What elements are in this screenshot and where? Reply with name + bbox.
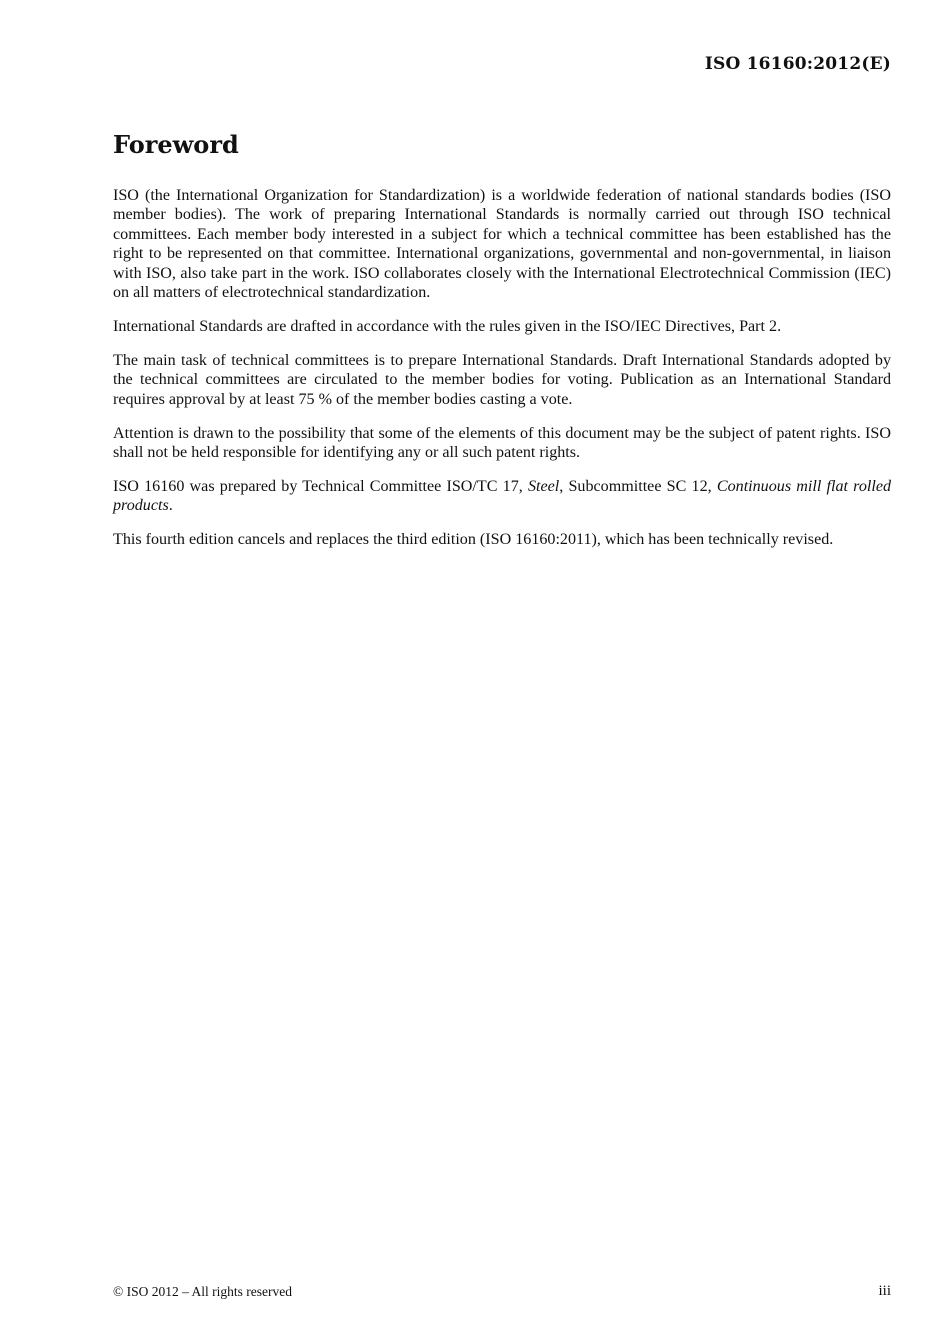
paragraph-edition: This fourth edition cancels and replaces the third edition (ISO 16160:2011), which has been technically revised. (113, 531, 834, 549)
page-number: iii (878, 1283, 891, 1299)
prepared-by-text: ISO 16160 was prepared by Technical Committee ISO/TC 17, (113, 477, 528, 495)
prepared-by-end: . (168, 497, 173, 515)
paragraph-committee-task: The main task of technical committees is to prepare International Standards. Draft International Standards adopted by the technical committees are circulated to the member bodies for voting. Publication as an International Standard requires approval by at least 75 % of the member bodies casting a vote. (113, 351, 891, 408)
footer-copyright: © ISO 2012 – All rights reserved (113, 1284, 292, 1299)
page-title: Foreword (113, 130, 239, 159)
document-identifier: ISO 16160:2012(E) (704, 54, 891, 74)
committee-name: Steel (527, 477, 560, 495)
paragraph-prepared-by (113, 477, 891, 516)
foreword-body (113, 186, 891, 564)
paragraph-directives: International Standards are drafted in accordance with the rules given in the ISO/IEC Directives, Part 2. (113, 317, 782, 335)
subcommittee-name: Continuous mill flat rolled products (113, 477, 892, 515)
paragraph-patent-rights: Attention is drawn to the possibility that some of the elements of this document may be the subject of patent rights. ISO shall not be held responsible for identifying any or all such patent rights. (113, 424, 891, 461)
paragraph-iso-overview: ISO (the International Organization for Standardization) is a worldwide federation of national standards bodies (ISO member bodies). The work of preparing International Standards is normally carried out through ISO technical committees. Each member body interested in a subject for which a technical committee has been established has the right to be represented on that committee. International organizations, governmental and non-governmental, in liaison with ISO, also take part in the work. ISO collaborates closely with the International Electrotechnical Commission (IEC) on all matters of electrotechnical standardization. (113, 187, 891, 302)
prepared-by-text-2: , Subcommittee SC 12, (559, 477, 717, 495)
